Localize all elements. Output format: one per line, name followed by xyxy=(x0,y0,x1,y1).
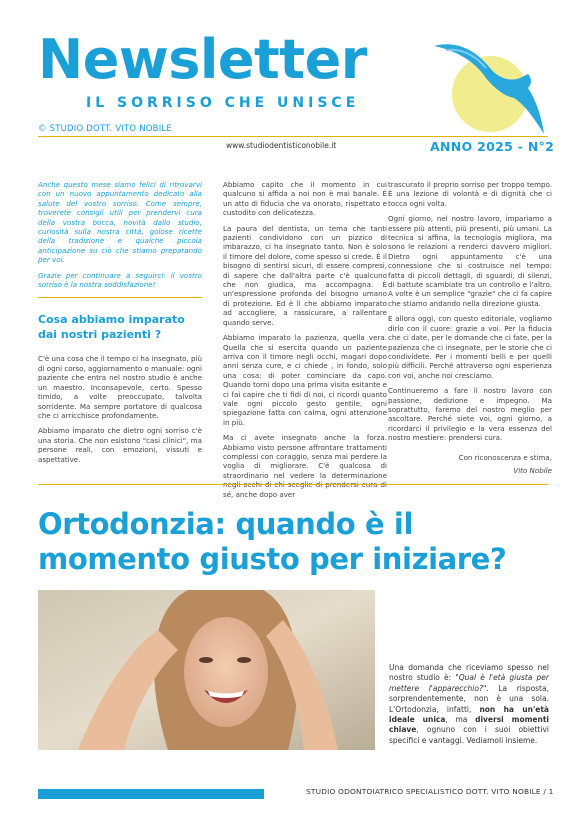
seagull-sun-logo-icon xyxy=(432,38,550,138)
paragraph: Abbiamo imparato la pazienza, quella vera. Quella che si esercita quando un paziente arriva con il timore negli occhi, magari dopo anni senza cure, e ci chiede , in fondo, solo una cosa: di poter cominciare da capo. Quando torni dopo una prima visita esitante e ci fai capire che ti fidi di noi, ci ricordi quanto vale ogni piccolo gesto gentile, ogni spiegazione fatta con calma, ogni attenzione in più. xyxy=(223,333,387,427)
section-divider xyxy=(38,484,548,485)
signature-name: Vito Nobile xyxy=(513,465,552,475)
paragraph: E allora oggi, con questo editoriale, vogliamo dirlo con il cuore: grazie a voi. Per la fiducia che ci date, per le domande che ci fate, per la pazienza che ci insegnate, per le storie che ci condividete. Per i momenti belli e per quelli più difficili. Perché attraverso ogni esperienza con voi, anche noi cresciamo. xyxy=(388,314,552,380)
article-quote: "Qual è l'età giusta per mettere l'apparecchio?" xyxy=(389,673,550,693)
column-divider xyxy=(38,297,202,298)
paragraph: Abbiamo imparato che dietro ogni sorriso c'è una storia. Che non esistono "casi clinici", ma persone reali, con emozioni, vissuti e aspettative. xyxy=(38,426,202,464)
smiling-woman-photo xyxy=(38,590,375,750)
article-title: Ortodonzia: quando è il momento giusto per iniziare? xyxy=(38,507,507,576)
article-highlight: diversi momenti chiave xyxy=(389,715,549,735)
issue-label: ANNO 2025 - N°2 xyxy=(430,139,555,154)
paragraph: Ma ci avete insegnato anche la forza. Abbiamo visto persone affrontare trattamenti complessi con coraggio, senza mai perdere la voglia di migliorare. C'è qualcosa di straordinario nel vedere la determinazione sé, anche dopo aver xyxy=(223,433,387,499)
signature-line: Con riconoscenza e stima, xyxy=(458,452,552,462)
intro-paragraph: Anche questo mese siamo felici di ritrovarvi con un nuovo appuntamento dedicato alla salute del vostro sorriso. Come sempre, troverete consigli utili per prendervi cura della vostra bocca, novità dallo studio, curiosità sulla nostra città, golose ricette della tradizione e qualche piccola anticipazione su ciò che stiamo preparando per voi. xyxy=(38,180,202,265)
paragraph: trascurato il proprio sorriso per troppo tempo. È una lezione di volontà e di dignità che ci tocca ogni volta. xyxy=(388,180,552,208)
column-editorial-right xyxy=(388,180,552,475)
paragraph: Continueremo a fare il nostro lavoro con passione, dedizione e impegno. Ma soprattutto, faremo del nostro meglio per ascoltare. Perché siete voi, ogni giorno, a ricordarci il privilegio e la vera essenza del nostro mestiere: prendersi cura. xyxy=(388,386,552,443)
thanks-paragraph: Grazie per continuare a seguirci: il vostro sorriso è la nostra soddisfazione! xyxy=(38,270,202,290)
article-body: Una domanda che riceviamo spesso nel nostro studio è: "Qual è l'età giusta per mettere l'apparecchio?". La risposta, sorprendentemente, non è una sola. L'Ortodonzia, infatti, non ha un'età ideale unica, ma diversi momenti chiave, ognuno con i suoi obiettivi specifici e vantaggi. Vediamoli insieme. xyxy=(389,663,550,745)
paragraph: Abbiamo capito che il momento in cui qualcuno si affida a noi non è mai banale. È un atto di fiducia che va onorato, rispettato e custodito con delicatezza. xyxy=(223,180,387,218)
column-intro xyxy=(38,180,202,470)
newsletter-title: Newsletter xyxy=(38,28,367,91)
section-heading: Cosa abbiamo imparato dai nostri pazienti ? xyxy=(38,313,185,342)
newsletter-subtitle: IL SORRISO CHE UNISCE xyxy=(86,95,360,111)
paragraph: Ogni giorno, nel nostro lavoro, impariamo a essere più attenti, più presenti, più umani. La tecnica si affina, la tecnologia migliora, ma sono le relazioni a renderci davvero migliori. Dietro ogni appuntamento c'è una connessione che si costruisce nel tempo: fatta di piccoli dettagli, di sguardi, di silenzi, di battute scambiate tra un controllo e l'altro. A volte è un semplice "grazie" che ci fa capire che stiamo andando nella direzione giusta. xyxy=(388,214,552,308)
article-highlight: non ha un'età ideale unica xyxy=(389,704,549,725)
website-link[interactable]: www.studiodentisticonobile.it xyxy=(226,141,337,150)
paragraph: La paura del dentista, un tema che tanti pazienti condividono con un pizzico di imbarazzo, ci ha insegnato tanto. Non è solo il timore del dolore, come spesso si crede. È il bisogno di sentirsi sicuri, di essere compresi, di sapere che dall'altra parte c'è qualcuno che non giudica, ma accompagna. È un'espressione profonda del bisogno umano di protezione. Ed è lì che abbiamo imparato ad accogliere, a rassicurare, a rallentare quando serve. xyxy=(223,223,387,327)
footer-page-label: STUDIO ODONTOIATRICO SPECIALISTICO DOTT. VITO NOBILE / 1 xyxy=(306,787,554,796)
footer-accent-bar xyxy=(38,789,264,799)
paragraph: C'è una cosa che il tempo ci ha insegnato, più di ogni corso, aggiornamento o manuale: ogni paziente che entra nel nostro studio è anche un maestro. Inconsapevole, certo. Spesso timido, a volte preoccupato, talvolta sorridente. Ma sempre portatore di qualcosa che ci arricchisce profondamente. xyxy=(38,354,202,420)
column-editorial-middle xyxy=(223,180,387,505)
copyright-line: © STUDIO DOTT. VITO NOBILE xyxy=(38,124,172,134)
